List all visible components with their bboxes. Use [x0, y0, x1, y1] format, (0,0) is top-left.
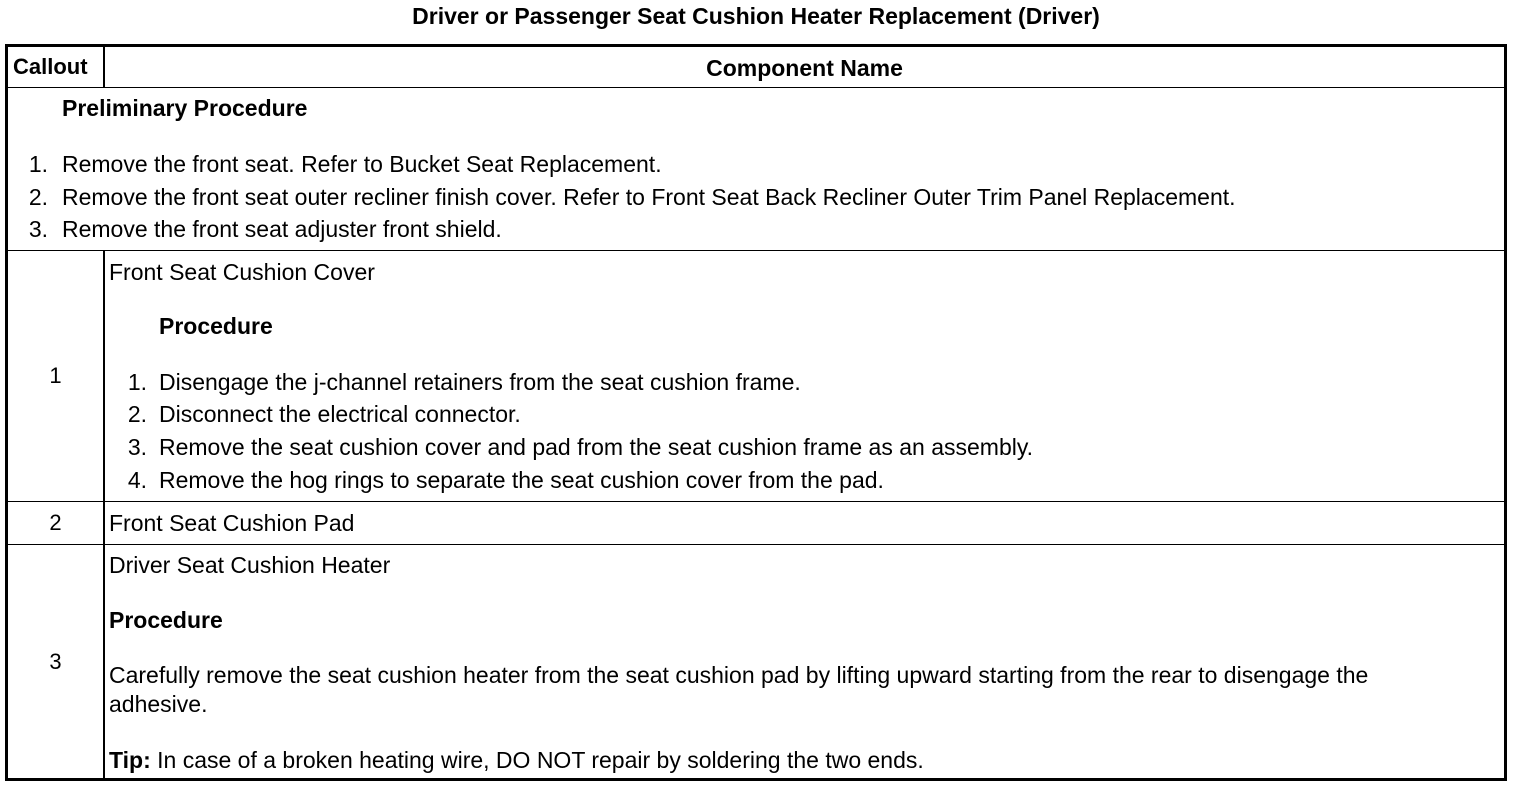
table-row-callout-2	[8, 501, 1504, 544]
callout-number: 1	[49, 363, 62, 388]
component-name: Front Seat Cushion Cover	[109, 259, 375, 285]
step-number: 4.	[127, 467, 147, 493]
preliminary-step: Remove the front seat adjuster front shield.	[62, 216, 502, 242]
callout-number: 3	[49, 648, 62, 674]
preliminary-heading: Preliminary Procedure	[62, 95, 308, 121]
table-header-row	[8, 47, 1504, 87]
step-number: 1.	[127, 369, 147, 395]
procedure-text-continued: adhesive.	[109, 691, 208, 717]
step-number: 3.	[127, 434, 147, 460]
header-component-name: Component Name	[706, 55, 903, 81]
preliminary-procedure-row	[8, 87, 1504, 250]
procedure-step: Remove the hog rings to separate the seat cushion cover from the pad.	[159, 467, 884, 493]
tip-note	[109, 746, 924, 774]
table-row-callout-3	[8, 544, 1504, 778]
step-number: 3.	[28, 216, 48, 242]
step-number: 1.	[28, 151, 48, 177]
tip-label: Tip:	[109, 747, 151, 773]
page-title: Driver or Passenger Seat Cushion Heater Replacement (Driver)	[412, 3, 1100, 29]
callout-number: 2	[49, 510, 62, 535]
procedure-heading: Procedure	[159, 313, 273, 339]
procedure-table	[5, 44, 1507, 781]
component-name: Driver Seat Cushion Heater	[109, 552, 391, 578]
tip-text: In case of a broken heating wire, DO NOT repair by soldering the two ends.	[150, 747, 924, 773]
procedure-step: Remove the seat cushion cover and pad from the seat cushion frame as an assembly.	[159, 434, 1034, 460]
procedure-step: Disconnect the electrical connector.	[159, 401, 521, 427]
table-row-callout-1	[8, 250, 1504, 501]
header-callout: Callout	[13, 54, 88, 79]
procedure-text: Carefully remove the seat cushion heater from the seat cushion pad by lifting upward starting from the rear to disengage the	[109, 662, 1369, 688]
step-number: 2.	[127, 401, 147, 427]
component-name: Front Seat Cushion Pad	[109, 510, 355, 536]
preliminary-step: Remove the front seat. Refer to Bucket Seat Replacement.	[62, 151, 662, 177]
preliminary-step: Remove the front seat outer recliner finish cover. Refer to Front Seat Back Recliner Outer Trim Panel Replacement.	[62, 184, 1236, 210]
step-number: 2.	[28, 184, 48, 210]
procedure-heading: Procedure	[109, 607, 223, 633]
procedure-step: Disengage the j-channel retainers from the seat cushion frame.	[159, 369, 801, 395]
